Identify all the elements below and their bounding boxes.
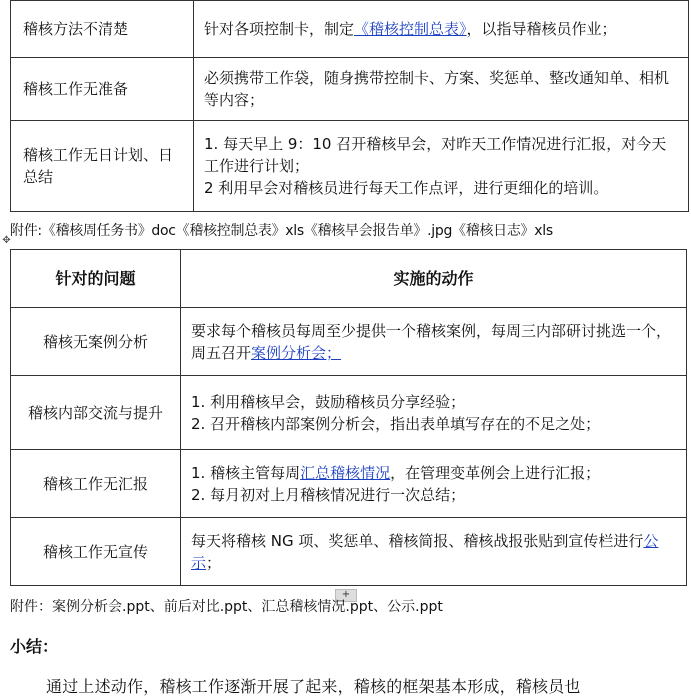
action-line: 1. 利用稽核早会，鼓励稽核员分享经验； xyxy=(191,392,466,411)
action-text: 1. 稽核主管每周 xyxy=(191,463,301,482)
action-cell xyxy=(181,450,687,518)
action-text: ； xyxy=(206,553,222,572)
problem-cell: 稽核工作无准备 xyxy=(11,58,194,121)
publicity-link[interactable]: 公示 xyxy=(191,531,659,572)
table-row xyxy=(11,450,687,518)
action-line: 1. 每天早上 9：10 召开稽核早会，对昨天工作情况进行汇报，对今天工作进行计划； xyxy=(204,135,667,175)
action-text: ，以指导稽核员作业； xyxy=(466,20,617,38)
summary-audit-link[interactable]: 汇总稽核情况 xyxy=(300,463,391,482)
summary-paragraph: 通过上述动作，稽核工作逐渐开展了起来，稽核的框架基本形成，稽核员也 xyxy=(46,677,581,696)
action-cell xyxy=(194,1,689,58)
table-row xyxy=(11,121,689,212)
problem-cell: 稽核工作无宣传 xyxy=(11,518,181,586)
action-text: 每天将稽核 NG 项、奖惩单、稽核简报、稽核战报张贴到宣传栏进行 xyxy=(191,531,644,550)
table-header-row xyxy=(11,250,687,308)
action-cell xyxy=(181,518,687,586)
table-row xyxy=(11,518,687,586)
plus-icon[interactable]: + xyxy=(335,589,357,602)
action-cell: 必须携带工作袋，随身携带控制卡、方案、奖惩单、整改通知单、相机等内容； xyxy=(194,58,689,121)
action-text: ，在管理变革例会上进行汇报； xyxy=(390,463,601,482)
header-problem: 针对的问题 xyxy=(11,250,181,308)
action-line: 2. 召开稽核内部案例分析会，指出表单填写存在的不足之处； xyxy=(191,414,601,433)
action-table xyxy=(10,249,687,586)
move-handle-icon[interactable]: ✥ xyxy=(2,235,11,246)
action-cell xyxy=(194,121,689,212)
header-action: 实施的动作 xyxy=(181,250,687,308)
control-table xyxy=(10,0,689,212)
action-line xyxy=(191,462,676,484)
table-row xyxy=(11,1,689,58)
action-text: 针对各项控制卡，制定 xyxy=(204,20,355,38)
summary-title: 小结： xyxy=(10,637,59,656)
problem-cell: 稽核无案例分析 xyxy=(11,308,181,376)
action-line: 2. 每月初对上月稽核情况进行一次总结； xyxy=(191,485,466,504)
table-row xyxy=(11,376,687,450)
table-row xyxy=(11,58,689,121)
problem-cell: 稽核工作无汇报 xyxy=(11,450,181,518)
attachment-line-1: 附件:《稽核周任务书》doc《稽核控制总表》xls《稽核早会报告单》.jpg《稽核日志》xls xyxy=(10,223,553,239)
table-row xyxy=(11,308,687,376)
control-summary-link[interactable]: 《稽核控制总表》 xyxy=(354,20,467,38)
problem-cell: 稽核内部交流与提升 xyxy=(11,376,181,450)
attachment-line-2: 附件：案例分析会.ppt、前后对比.ppt、汇总稽核情况.ppt、公示.ppt xyxy=(10,599,443,615)
action-cell xyxy=(181,376,687,450)
problem-cell: 稽核方法不清楚 xyxy=(11,1,194,58)
action-text: 要求每个稽核员每周至少提供一个稽核案例，每周三内部研讨挑选一个，周五召开 xyxy=(191,321,672,362)
case-meeting-link[interactable]: 案例分析会； xyxy=(251,343,342,362)
action-line: 2 利用早会对稽核员进行每天工作点评，进行更细化的培训。 xyxy=(204,179,609,197)
problem-cell: 稽核工作无日计划、日总结 xyxy=(11,121,194,212)
action-cell xyxy=(181,308,687,376)
